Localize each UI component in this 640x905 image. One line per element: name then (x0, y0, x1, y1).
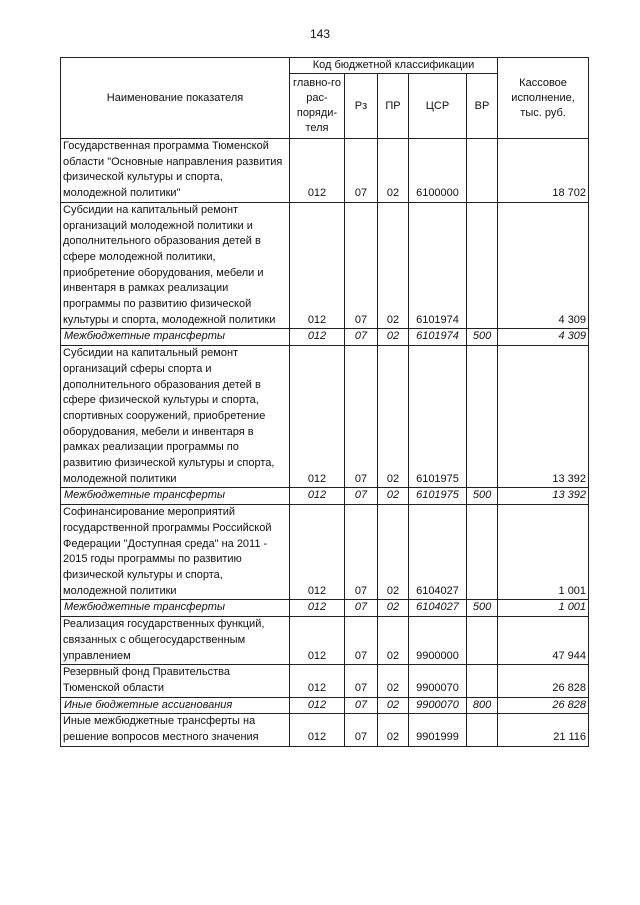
cell-csr: 9900070 (409, 665, 467, 697)
cell-vr: 500 (467, 600, 498, 617)
cell-amount: 47 944 (498, 617, 589, 665)
cell-amount: 18 702 (498, 139, 589, 203)
cell-glavny: 012 (290, 697, 345, 714)
cell-rz: 07 (345, 714, 378, 746)
table-row (61, 505, 589, 600)
cell-csr: 6101975 (409, 346, 467, 488)
cell-rz: 07 (345, 139, 378, 203)
cell-name: Реализация государственных функций, связанных с общегосударственным управлением (61, 617, 290, 665)
page-number: 143 (309, 27, 331, 41)
cell-glavny: 012 (290, 714, 345, 746)
table-row (61, 697, 589, 714)
cell-pr: 02 (378, 202, 409, 329)
table-row (61, 665, 589, 697)
cell-glavny: 012 (290, 505, 345, 600)
header-csr: ЦСР (409, 74, 467, 139)
header-amount: Кассовое исполнение, тыс. руб. (498, 58, 589, 139)
cell-name: Софинансирование мероприятий государственной программы Российской Федерации "Доступная среда" на 2011 - 2015 годы программы по развитию физической культуры и спорта, молодежной политики (61, 505, 290, 600)
cell-glavny: 012 (290, 346, 345, 488)
cell-rz: 07 (345, 697, 378, 714)
table-row (61, 488, 589, 505)
cell-glavny: 012 (290, 139, 345, 203)
header-code-group: Код бюджетной классификации (290, 58, 498, 74)
cell-rz: 07 (345, 202, 378, 329)
cell-glavny: 012 (290, 202, 345, 329)
cell-csr: 6104027 (409, 600, 467, 617)
header-glavny: главно-го рас-поряди-теля (290, 74, 345, 139)
table-row (61, 346, 589, 488)
cell-csr: 6101975 (409, 488, 467, 505)
cell-name: Государственная программа Тюменской области "Основные направления развития физической культуры и спорта, молодежной политики" (61, 139, 290, 203)
cell-name: Субсидии на капитальный ремонт организаций молодежной политики и дополнительного образования детей в сфере молодежной политики, приобретение оборудования, мебели и инвентаря в рамках реализации программы по развитию физической культуры и спорта, молодежной политики (61, 202, 290, 329)
budget-table (60, 57, 589, 747)
cell-csr: 6101974 (409, 202, 467, 329)
cell-rz: 07 (345, 329, 378, 346)
table-row (61, 329, 589, 346)
cell-rz: 07 (345, 665, 378, 697)
cell-csr: 6104027 (409, 505, 467, 600)
cell-vr: 800 (467, 697, 498, 714)
cell-rz: 07 (345, 346, 378, 488)
cell-pr: 02 (378, 139, 409, 203)
cell-rz: 07 (345, 600, 378, 617)
cell-amount: 13 392 (498, 488, 589, 505)
cell-pr: 02 (378, 617, 409, 665)
cell-vr (467, 714, 498, 746)
cell-vr: 500 (467, 329, 498, 346)
header-pr: ПР (378, 74, 409, 139)
table-row (61, 714, 589, 746)
table-body (61, 139, 589, 747)
table-row (61, 202, 589, 329)
cell-pr: 02 (378, 600, 409, 617)
cell-name: Резервный фонд Правительства Тюменской области (61, 665, 290, 697)
cell-pr: 02 (378, 488, 409, 505)
cell-rz: 07 (345, 617, 378, 665)
cell-vr (467, 139, 498, 203)
cell-amount: 4 309 (498, 202, 589, 329)
cell-csr: 9901999 (409, 714, 467, 746)
cell-glavny: 012 (290, 600, 345, 617)
cell-vr: 500 (467, 488, 498, 505)
cell-vr (467, 665, 498, 697)
cell-csr: 9900000 (409, 617, 467, 665)
cell-amount: 13 392 (498, 346, 589, 488)
cell-glavny: 012 (290, 665, 345, 697)
table-row (61, 139, 589, 203)
cell-amount: 4 309 (498, 329, 589, 346)
cell-amount: 26 828 (498, 697, 589, 714)
cell-pr: 02 (378, 329, 409, 346)
cell-csr: 6100000 (409, 139, 467, 203)
cell-pr: 02 (378, 346, 409, 488)
cell-vr (467, 346, 498, 488)
cell-rz: 07 (345, 505, 378, 600)
cell-name: Иные бюджетные ассигнования (61, 697, 290, 714)
cell-vr (467, 505, 498, 600)
header-vr: ВР (467, 74, 498, 139)
cell-name: Межбюджетные трансферты (61, 488, 290, 505)
cell-glavny: 012 (290, 329, 345, 346)
cell-amount: 21 116 (498, 714, 589, 746)
cell-name: Межбюджетные трансферты (61, 600, 290, 617)
cell-pr: 02 (378, 697, 409, 714)
cell-amount: 1 001 (498, 600, 589, 617)
cell-csr: 6101974 (409, 329, 467, 346)
cell-vr (467, 617, 498, 665)
cell-rz: 07 (345, 488, 378, 505)
cell-pr: 02 (378, 665, 409, 697)
cell-amount: 1 001 (498, 505, 589, 600)
header-name: Наименование показателя (61, 58, 290, 139)
table-row (61, 617, 589, 665)
cell-name: Межбюджетные трансферты (61, 329, 290, 346)
cell-name: Субсидии на капитальный ремонт организаций сферы спорта и дополнительного образования детей в сфере физической культуры и спорта, спортивных сооружений, приобретение оборудования, мебели и инвентаря в рамках реализации программы по развитию физической культуры и спорта, молодежной политики (61, 346, 290, 488)
header-row-top (61, 58, 589, 74)
cell-vr (467, 202, 498, 329)
cell-glavny: 012 (290, 488, 345, 505)
cell-name: Иные межбюджетные трансферты на решение вопросов местного значения (61, 714, 290, 746)
cell-csr: 9900070 (409, 697, 467, 714)
table-row (61, 600, 589, 617)
header-rz: Рз (345, 74, 378, 139)
cell-glavny: 012 (290, 617, 345, 665)
cell-pr: 02 (378, 505, 409, 600)
cell-pr: 02 (378, 714, 409, 746)
cell-amount: 26 828 (498, 665, 589, 697)
